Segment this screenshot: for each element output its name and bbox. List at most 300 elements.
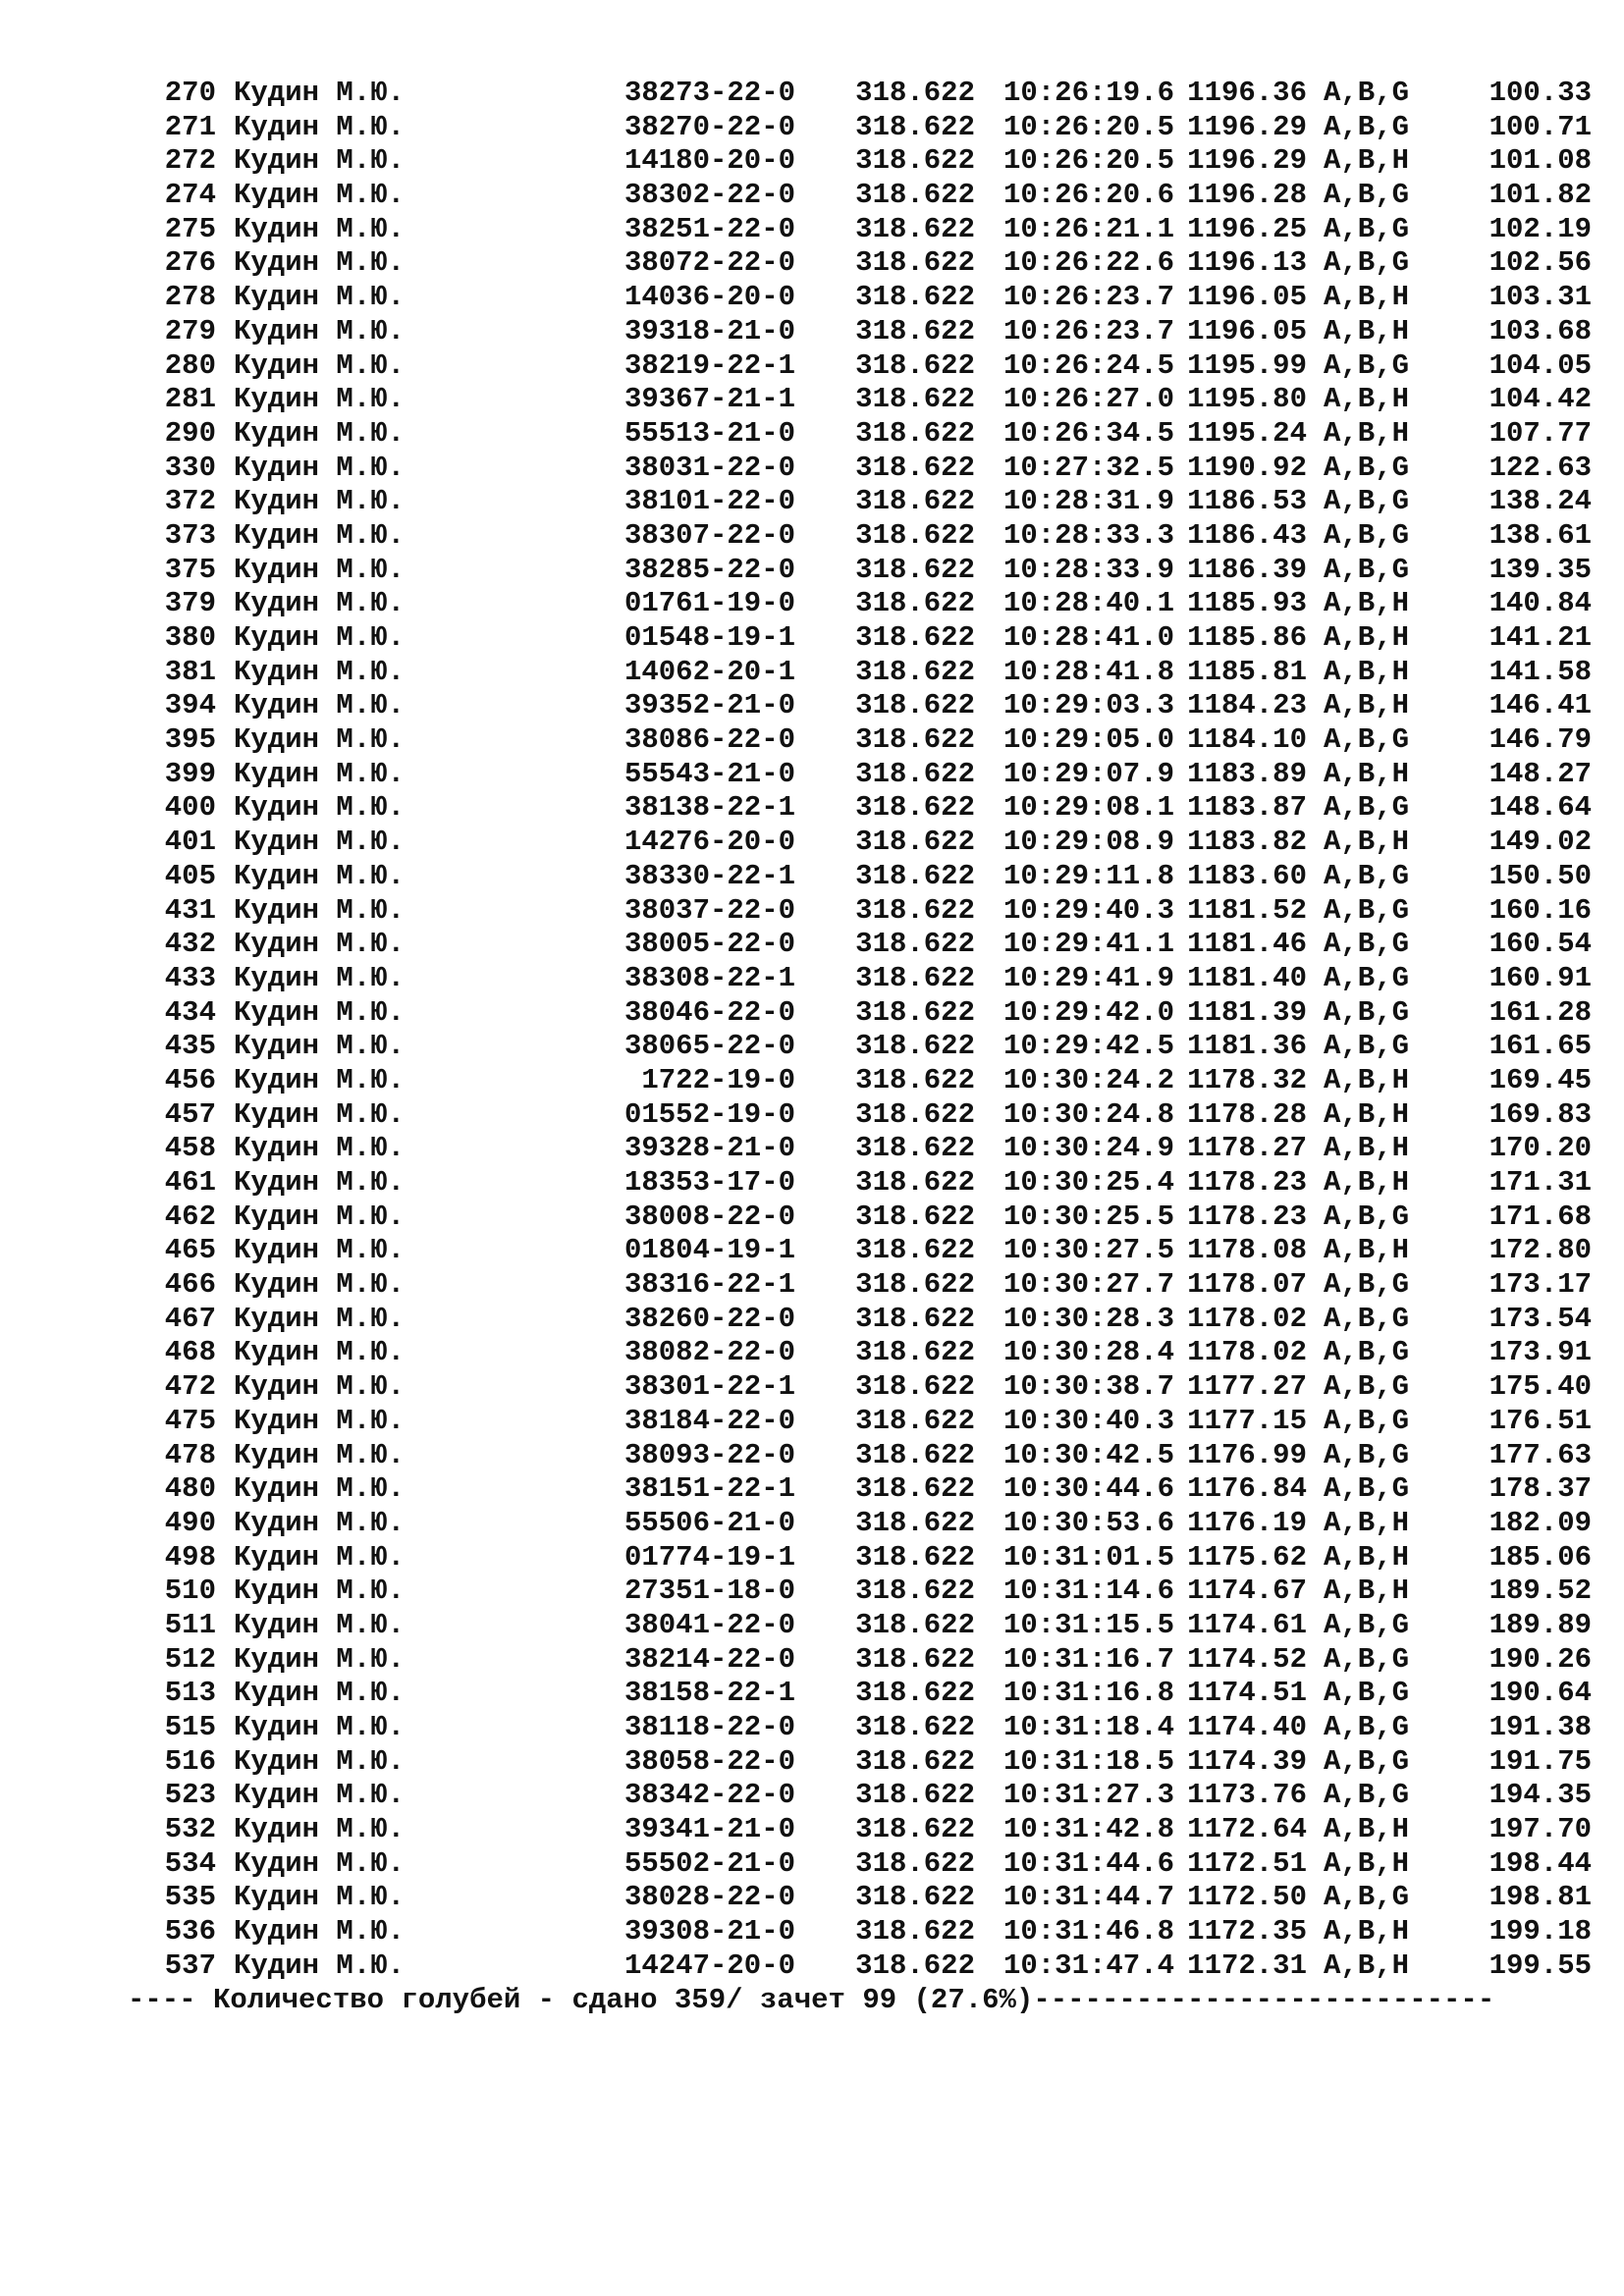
place-cell: 290 — [164, 416, 216, 450]
fancier-name-cell: Кудин М.Ю. — [234, 1846, 406, 1880]
coefficient-cell: 194.35 — [1489, 1779, 1592, 1812]
coefficient-cell: 103.31 — [1489, 281, 1592, 314]
place-cell: 276 — [164, 246, 216, 280]
ring-number-cell: 14276-20-0 — [623, 826, 795, 859]
place-cell: 272 — [164, 144, 216, 178]
place-cell: 271 — [164, 110, 216, 143]
ring-number-cell: 38101-22-0 — [623, 485, 795, 518]
category-flags-cell: A,B,G — [1324, 723, 1410, 757]
arrival-time-cell: 10:26:19.6 — [1002, 77, 1174, 109]
arrival-time-cell: 10:29:41.9 — [1002, 961, 1174, 994]
place-cell: 490 — [164, 1506, 216, 1539]
arrival-time-cell: 10:30:42.5 — [1002, 1438, 1174, 1471]
place-cell: 372 — [164, 485, 216, 518]
ring-number-cell: 38041-22-0 — [623, 1608, 795, 1641]
place-cell: 432 — [164, 928, 216, 961]
speed-cell: 1178.02 — [1187, 1336, 1307, 1369]
coefficient-cell: 175.40 — [1489, 1370, 1592, 1404]
arrival-time-cell: 10:26:21.1 — [1002, 212, 1174, 245]
place-cell: 532 — [164, 1813, 216, 1846]
ring-number-cell: 38037-22-0 — [623, 893, 795, 927]
coefficient-cell: 161.28 — [1489, 995, 1592, 1029]
arrival-time-cell: 10:29:08.1 — [1002, 791, 1174, 825]
arrival-time-cell: 10:29:05.0 — [1002, 723, 1174, 757]
category-flags-cell: A,B,G — [1324, 1608, 1410, 1641]
place-cell: 456 — [164, 1063, 216, 1096]
result-row — [128, 383, 1592, 417]
result-row — [128, 1745, 1592, 1780]
ring-number-cell: 38058-22-0 — [623, 1744, 795, 1778]
fancier-name-cell: Кудин М.Ю. — [234, 826, 406, 859]
category-flags-cell: A,B,G — [1324, 995, 1410, 1029]
fancier-name-cell: Кудин М.Ю. — [234, 179, 406, 212]
arrival-time-cell: 10:30:40.3 — [1002, 1404, 1174, 1437]
place-cell: 274 — [164, 179, 216, 212]
result-row — [128, 1677, 1592, 1711]
coefficient-cell: 199.18 — [1489, 1915, 1592, 1949]
fancier-name-cell: Кудин М.Ю. — [234, 1030, 406, 1063]
fancier-name-cell: Кудин М.Ю. — [234, 1200, 406, 1233]
ring-number-cell: 14180-20-0 — [623, 144, 795, 178]
ring-number-cell: 39318-21-0 — [623, 314, 795, 347]
fancier-name-cell: Кудин М.Ю. — [234, 1813, 406, 1846]
speed-cell: 1177.15 — [1187, 1404, 1307, 1437]
speed-cell: 1178.23 — [1187, 1200, 1307, 1233]
category-flags-cell: A,B,H — [1324, 1063, 1410, 1096]
category-flags-cell: A,B,H — [1324, 1949, 1410, 1982]
distance-cell: 318.622 — [855, 1846, 975, 1880]
place-cell: 472 — [164, 1370, 216, 1404]
fancier-name-cell: Кудин М.Ю. — [234, 383, 406, 416]
fancier-name-cell: Кудин М.Ю. — [234, 518, 406, 552]
distance-cell: 318.622 — [855, 621, 975, 654]
place-cell: 467 — [164, 1302, 216, 1335]
distance-cell: 318.622 — [855, 1030, 975, 1063]
result-row — [128, 1881, 1592, 1915]
arrival-time-cell: 10:29:03.3 — [1002, 689, 1174, 722]
place-cell: 475 — [164, 1404, 216, 1437]
arrival-time-cell: 10:26:20.5 — [1002, 144, 1174, 178]
category-flags-cell: A,B,G — [1324, 1268, 1410, 1302]
speed-cell: 1172.31 — [1187, 1949, 1307, 1982]
ring-number-cell: 01548-19-1 — [623, 621, 795, 654]
coefficient-cell: 150.50 — [1489, 859, 1592, 892]
place-cell: 275 — [164, 212, 216, 245]
category-flags-cell: A,B,H — [1324, 281, 1410, 314]
place-cell: 281 — [164, 383, 216, 416]
result-row — [128, 1064, 1592, 1098]
distance-cell: 318.622 — [855, 1438, 975, 1471]
speed-cell: 1183.60 — [1187, 859, 1307, 892]
coefficient-cell: 141.21 — [1489, 621, 1592, 654]
category-flags-cell: A,B,G — [1324, 1472, 1410, 1506]
place-cell: 433 — [164, 961, 216, 994]
distance-cell: 318.622 — [855, 1575, 975, 1608]
fancier-name-cell: Кудин М.Ю. — [234, 1268, 406, 1302]
fancier-name-cell: Кудин М.Ю. — [234, 1575, 406, 1608]
category-flags-cell: A,B,G — [1324, 212, 1410, 245]
place-cell: 510 — [164, 1575, 216, 1608]
fancier-name-cell: Кудин М.Ю. — [234, 281, 406, 314]
ring-number-cell: 38302-22-0 — [623, 179, 795, 212]
place-cell: 458 — [164, 1132, 216, 1165]
distance-cell: 318.622 — [855, 1234, 975, 1267]
ring-number-cell: 38251-22-0 — [623, 212, 795, 245]
coefficient-cell: 104.42 — [1489, 383, 1592, 416]
speed-cell: 1178.23 — [1187, 1166, 1307, 1199]
fancier-name-cell: Кудин М.Ю. — [234, 1711, 406, 1743]
fancier-name-cell: Кудин М.Ю. — [234, 995, 406, 1029]
distance-cell: 318.622 — [855, 110, 975, 143]
fancier-name-cell: Кудин М.Ю. — [234, 485, 406, 518]
category-flags-cell: A,B,H — [1324, 655, 1410, 688]
category-flags-cell: A,B,G — [1324, 518, 1410, 552]
category-flags-cell: A,B,G — [1324, 1438, 1410, 1471]
arrival-time-cell: 10:30:28.4 — [1002, 1336, 1174, 1369]
coefficient-cell: 199.55 — [1489, 1949, 1592, 1982]
fancier-name-cell: Кудин М.Ю. — [234, 553, 406, 586]
ring-number-cell: 55543-21-0 — [623, 757, 795, 790]
distance-cell: 318.622 — [855, 757, 975, 790]
speed-cell: 1178.32 — [1187, 1063, 1307, 1096]
distance-cell: 318.622 — [855, 1506, 975, 1539]
arrival-time-cell: 10:28:41.0 — [1002, 621, 1174, 654]
distance-cell: 318.622 — [855, 281, 975, 314]
arrival-time-cell: 10:26:23.7 — [1002, 281, 1174, 314]
arrival-time-cell: 10:30:44.6 — [1002, 1472, 1174, 1506]
result-row — [128, 1507, 1592, 1541]
speed-cell: 1174.61 — [1187, 1608, 1307, 1641]
distance-cell: 318.622 — [855, 144, 975, 178]
speed-cell: 1196.05 — [1187, 314, 1307, 347]
place-cell: 279 — [164, 314, 216, 347]
place-cell: 512 — [164, 1642, 216, 1676]
coefficient-cell: 190.64 — [1489, 1677, 1592, 1710]
distance-cell: 318.622 — [855, 655, 975, 688]
fancier-name-cell: Кудин М.Ю. — [234, 587, 406, 620]
place-cell: 379 — [164, 587, 216, 620]
place-cell: 515 — [164, 1711, 216, 1743]
category-flags-cell: A,B,G — [1324, 1302, 1410, 1335]
distance-cell: 318.622 — [855, 553, 975, 586]
coefficient-cell: 189.89 — [1489, 1608, 1592, 1641]
category-flags-cell: A,B,G — [1324, 1030, 1410, 1063]
result-row — [128, 996, 1592, 1031]
distance-cell: 318.622 — [855, 1302, 975, 1335]
result-row — [128, 1915, 1592, 1949]
distance-cell: 318.622 — [855, 314, 975, 347]
coefficient-cell: 148.64 — [1489, 791, 1592, 825]
result-row — [128, 758, 1592, 792]
distance-cell: 318.622 — [855, 383, 975, 416]
ring-number-cell: 14062-20-1 — [623, 655, 795, 688]
coefficient-cell: 185.06 — [1489, 1540, 1592, 1574]
place-cell: 468 — [164, 1336, 216, 1369]
speed-cell: 1184.10 — [1187, 723, 1307, 757]
arrival-time-cell: 10:30:38.7 — [1002, 1370, 1174, 1404]
ring-number-cell: 38158-22-1 — [623, 1677, 795, 1710]
fancier-name-cell: Кудин М.Ю. — [234, 246, 406, 280]
coefficient-cell: 171.68 — [1489, 1200, 1592, 1233]
ring-number-cell: 01774-19-1 — [623, 1540, 795, 1574]
coefficient-cell: 178.37 — [1489, 1472, 1592, 1506]
result-row — [128, 1132, 1592, 1166]
speed-cell: 1178.02 — [1187, 1302, 1307, 1335]
result-row — [128, 1370, 1592, 1405]
category-flags-cell: A,B,H — [1324, 1506, 1410, 1539]
coefficient-cell: 198.81 — [1489, 1881, 1592, 1914]
distance-cell: 318.622 — [855, 1813, 975, 1846]
speed-cell: 1185.81 — [1187, 655, 1307, 688]
result-row — [128, 791, 1592, 826]
category-flags-cell: A,B,G — [1324, 1677, 1410, 1710]
ring-number-cell: 55513-21-0 — [623, 416, 795, 450]
result-row — [128, 587, 1592, 621]
ring-number-cell: 38065-22-0 — [623, 1030, 795, 1063]
fancier-name-cell: Кудин М.Ю. — [234, 77, 406, 109]
result-row — [128, 144, 1592, 179]
ring-number-cell: 38301-22-1 — [623, 1370, 795, 1404]
result-row — [128, 1643, 1592, 1678]
place-cell: 401 — [164, 826, 216, 859]
distance-cell: 318.622 — [855, 1881, 975, 1914]
arrival-time-cell: 10:31:18.5 — [1002, 1744, 1174, 1778]
speed-cell: 1183.87 — [1187, 791, 1307, 825]
category-flags-cell: A,B,G — [1324, 553, 1410, 586]
arrival-time-cell: 10:29:42.5 — [1002, 1030, 1174, 1063]
arrival-time-cell: 10:31:47.4 — [1002, 1949, 1174, 1982]
fancier-name-cell: Кудин М.Ю. — [234, 1370, 406, 1404]
distance-cell: 318.622 — [855, 1608, 975, 1641]
speed-cell: 1175.62 — [1187, 1540, 1307, 1574]
arrival-time-cell: 10:29:11.8 — [1002, 859, 1174, 892]
speed-cell: 1177.27 — [1187, 1370, 1307, 1404]
speed-cell: 1181.40 — [1187, 961, 1307, 994]
result-row — [128, 1268, 1592, 1303]
place-cell: 465 — [164, 1234, 216, 1267]
distance-cell: 318.622 — [855, 1744, 975, 1778]
distance-cell: 318.622 — [855, 723, 975, 757]
ring-number-cell: 38184-22-0 — [623, 1404, 795, 1437]
fancier-name-cell: Кудин М.Ю. — [234, 1063, 406, 1096]
distance-cell: 318.622 — [855, 791, 975, 825]
distance-cell: 318.622 — [855, 995, 975, 1029]
ring-number-cell: 14036-20-0 — [623, 281, 795, 314]
place-cell: 330 — [164, 451, 216, 484]
speed-cell: 1174.39 — [1187, 1744, 1307, 1778]
distance-cell: 318.622 — [855, 212, 975, 245]
coefficient-cell: 138.24 — [1489, 485, 1592, 518]
coefficient-cell: 102.19 — [1489, 212, 1592, 245]
distance-cell: 318.622 — [855, 77, 975, 109]
arrival-time-cell: 10:31:44.7 — [1002, 1881, 1174, 1914]
ring-number-cell: 27351-18-0 — [623, 1575, 795, 1608]
ring-number-cell: 38008-22-0 — [623, 1200, 795, 1233]
coefficient-cell: 101.82 — [1489, 179, 1592, 212]
coefficient-cell: 122.63 — [1489, 451, 1592, 484]
category-flags-cell: A,B,G — [1324, 1711, 1410, 1743]
category-flags-cell: A,B,H — [1324, 1540, 1410, 1574]
speed-cell: 1174.40 — [1187, 1711, 1307, 1743]
coefficient-cell: 138.61 — [1489, 518, 1592, 552]
result-row — [128, 962, 1592, 996]
ring-number-cell: 38342-22-0 — [623, 1779, 795, 1812]
place-cell: 523 — [164, 1779, 216, 1812]
place-cell: 278 — [164, 281, 216, 314]
ring-number-cell: 01804-19-1 — [623, 1234, 795, 1267]
fancier-name-cell: Кудин М.Ю. — [234, 655, 406, 688]
distance-cell: 318.622 — [855, 518, 975, 552]
arrival-time-cell: 10:26:20.5 — [1002, 110, 1174, 143]
distance-cell: 318.622 — [855, 1166, 975, 1199]
result-row — [128, 1098, 1592, 1133]
distance-cell: 318.622 — [855, 1404, 975, 1437]
arrival-time-cell: 10:29:08.9 — [1002, 826, 1174, 859]
fancier-name-cell: Кудин М.Ю. — [234, 928, 406, 961]
result-row — [128, 1234, 1592, 1268]
ring-number-cell: 39367-21-1 — [623, 383, 795, 416]
fancier-name-cell: Кудин М.Ю. — [234, 689, 406, 722]
place-cell: 480 — [164, 1472, 216, 1506]
result-row — [128, 1303, 1592, 1337]
ring-number-cell: 38118-22-0 — [623, 1711, 795, 1743]
category-flags-cell: A,B,H — [1324, 416, 1410, 450]
place-cell: 280 — [164, 348, 216, 382]
place-cell: 516 — [164, 1744, 216, 1778]
result-row — [128, 1030, 1592, 1064]
category-flags-cell: A,B,G — [1324, 928, 1410, 961]
coefficient-cell: 149.02 — [1489, 826, 1592, 859]
result-row — [128, 1405, 1592, 1439]
coefficient-cell: 107.77 — [1489, 416, 1592, 450]
speed-cell: 1172.50 — [1187, 1881, 1307, 1914]
speed-cell: 1186.53 — [1187, 485, 1307, 518]
ring-number-cell: 38316-22-1 — [623, 1268, 795, 1302]
arrival-time-cell: 10:31:16.8 — [1002, 1677, 1174, 1710]
speed-cell: 1173.76 — [1187, 1779, 1307, 1812]
speed-cell: 1174.67 — [1187, 1575, 1307, 1608]
arrival-time-cell: 10:26:22.6 — [1002, 246, 1174, 280]
distance-cell: 318.622 — [855, 416, 975, 450]
arrival-time-cell: 10:28:33.3 — [1002, 518, 1174, 552]
arrival-time-cell: 10:26:23.7 — [1002, 314, 1174, 347]
place-cell: 434 — [164, 995, 216, 1029]
place-cell: 373 — [164, 518, 216, 552]
result-row — [128, 77, 1592, 111]
ring-number-cell: 38138-22-1 — [623, 791, 795, 825]
place-cell: 511 — [164, 1608, 216, 1641]
distance-cell: 318.622 — [855, 1472, 975, 1506]
arrival-time-cell: 10:31:14.6 — [1002, 1575, 1174, 1608]
place-cell: 457 — [164, 1097, 216, 1131]
category-flags-cell: A,B,H — [1324, 689, 1410, 722]
result-row — [128, 519, 1592, 554]
result-row — [128, 213, 1592, 247]
speed-cell: 1172.64 — [1187, 1813, 1307, 1846]
speed-cell: 1181.46 — [1187, 928, 1307, 961]
distance-cell: 318.622 — [855, 1336, 975, 1369]
result-row — [128, 1847, 1592, 1882]
coefficient-cell: 176.51 — [1489, 1404, 1592, 1437]
ring-number-cell: 38028-22-0 — [623, 1881, 795, 1914]
coefficient-cell: 172.80 — [1489, 1234, 1592, 1267]
ring-number-cell: 39308-21-0 — [623, 1915, 795, 1949]
distance-cell: 318.622 — [855, 246, 975, 280]
result-row — [128, 554, 1592, 588]
place-cell: 270 — [164, 77, 216, 109]
fancier-name-cell: Кудин М.Ю. — [234, 1540, 406, 1574]
speed-cell: 1186.43 — [1187, 518, 1307, 552]
category-flags-cell: A,B,H — [1324, 1132, 1410, 1165]
speed-cell: 1176.99 — [1187, 1438, 1307, 1471]
speed-cell: 1196.13 — [1187, 246, 1307, 280]
result-row — [128, 1813, 1592, 1847]
category-flags-cell: A,B,G — [1324, 791, 1410, 825]
distance-cell: 318.622 — [855, 1677, 975, 1710]
arrival-time-cell: 10:31:42.8 — [1002, 1813, 1174, 1846]
coefficient-cell: 191.38 — [1489, 1711, 1592, 1743]
fancier-name-cell: Кудин М.Ю. — [234, 791, 406, 825]
speed-cell: 1176.19 — [1187, 1506, 1307, 1539]
arrival-time-cell: 10:30:27.5 — [1002, 1234, 1174, 1267]
speed-cell: 1172.51 — [1187, 1846, 1307, 1880]
ring-number-cell: 38273-22-0 — [623, 77, 795, 109]
distance-cell: 318.622 — [855, 961, 975, 994]
coefficient-cell: 100.33 — [1489, 77, 1592, 109]
ring-number-cell: 38308-22-1 — [623, 961, 795, 994]
result-row — [128, 281, 1592, 315]
distance-cell: 318.622 — [855, 928, 975, 961]
ring-number-cell: 55506-21-0 — [623, 1506, 795, 1539]
speed-cell: 1196.36 — [1187, 77, 1307, 109]
distance-cell: 318.622 — [855, 1063, 975, 1096]
place-cell: 537 — [164, 1949, 216, 1982]
result-row — [128, 1779, 1592, 1813]
fancier-name-cell: Кудин М.Ю. — [234, 1336, 406, 1369]
place-cell: 461 — [164, 1166, 216, 1199]
category-flags-cell: A,B,G — [1324, 485, 1410, 518]
coefficient-cell: 139.35 — [1489, 553, 1592, 586]
fancier-name-cell: Кудин М.Ю. — [234, 1506, 406, 1539]
distance-cell: 318.622 — [855, 689, 975, 722]
coefficient-cell: 190.26 — [1489, 1642, 1592, 1676]
coefficient-cell: 173.17 — [1489, 1268, 1592, 1302]
speed-cell: 1184.23 — [1187, 689, 1307, 722]
distance-cell: 318.622 — [855, 1200, 975, 1233]
distance-cell: 318.622 — [855, 1949, 975, 1982]
speed-cell: 1181.36 — [1187, 1030, 1307, 1063]
fancier-name-cell: Кудин М.Ю. — [234, 144, 406, 178]
result-row — [128, 1472, 1592, 1507]
distance-cell: 318.622 — [855, 893, 975, 927]
result-row — [128, 1609, 1592, 1643]
arrival-time-cell: 10:27:32.5 — [1002, 451, 1174, 484]
ring-number-cell: 38151-22-1 — [623, 1472, 795, 1506]
place-cell: 400 — [164, 791, 216, 825]
distance-cell: 318.622 — [855, 1268, 975, 1302]
fancier-name-cell: Кудин М.Ю. — [234, 1779, 406, 1812]
distance-cell: 318.622 — [855, 451, 975, 484]
category-flags-cell: A,B,H — [1324, 1097, 1410, 1131]
fancier-name-cell: Кудин М.Ю. — [234, 416, 406, 450]
place-cell: 513 — [164, 1677, 216, 1710]
fancier-name-cell: Кудин М.Ю. — [234, 1166, 406, 1199]
ring-number-cell: 39352-21-0 — [623, 689, 795, 722]
ring-number-cell: 55502-21-0 — [623, 1846, 795, 1880]
category-flags-cell: A,B,H — [1324, 1915, 1410, 1949]
fancier-name-cell: Кудин М.Ю. — [234, 1744, 406, 1778]
arrival-time-cell: 10:26:27.0 — [1002, 383, 1174, 416]
